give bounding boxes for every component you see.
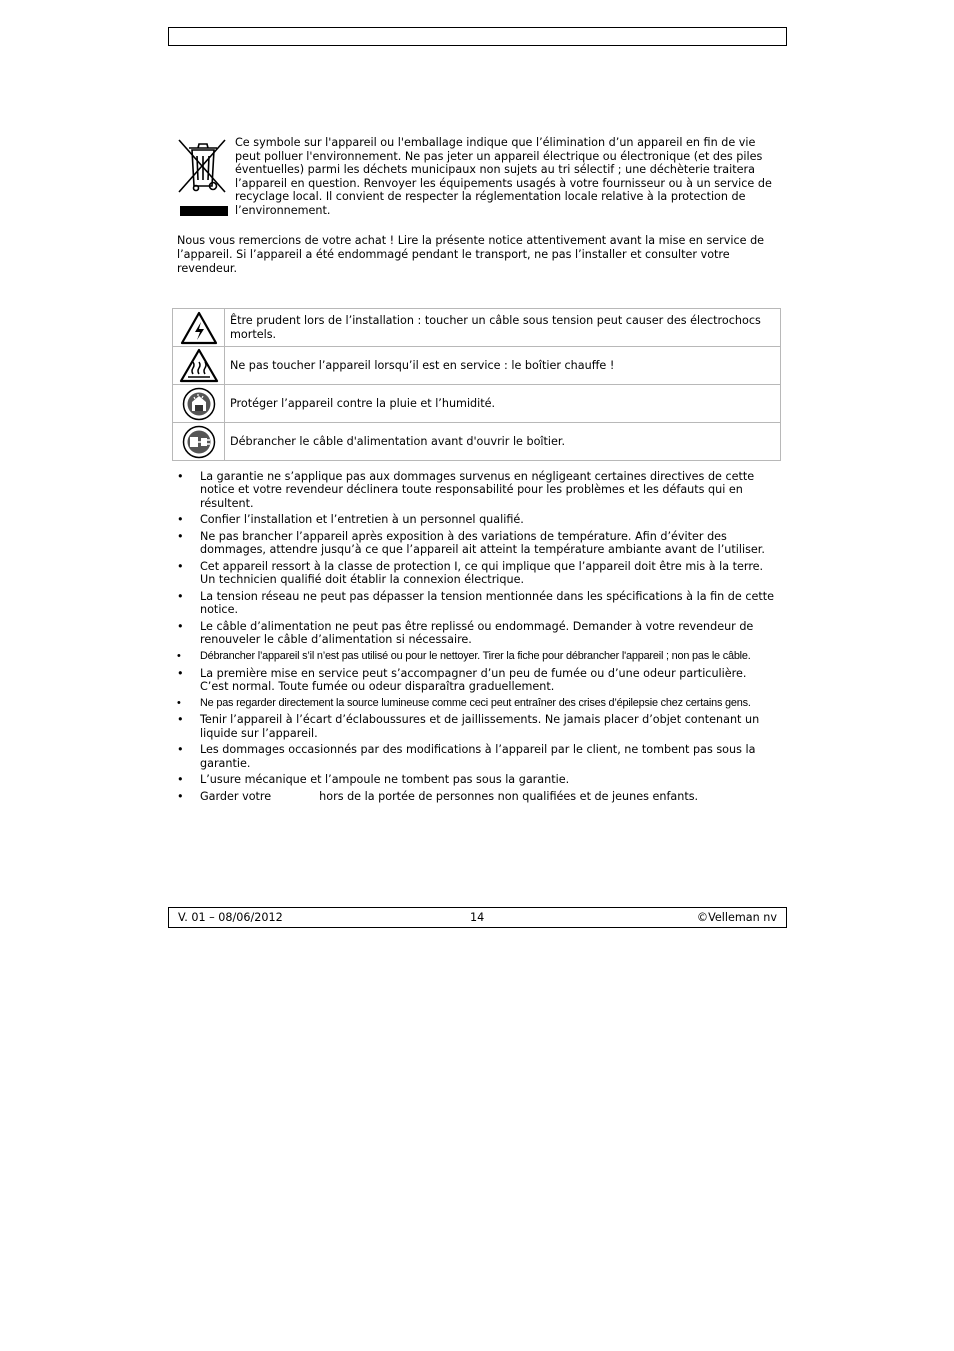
bullet-marker: • [177,530,184,543]
safety-instructions-list [177,470,777,806]
list-item: • Les dommages occasionnés par des modifications à l’appareil par le client, ne tombent pas sous la garantie. [177,743,756,770]
unplug-icon [182,425,216,459]
warning-row [173,385,781,423]
bullet-marker: • [177,513,184,527]
intro-paragraph: Nous vous remercions de votre achat ! Lire la présente notice attentivement avant la mise en service de l’appareil. Si l’appareil a été endommagé pendant le transport, ne pas l’installer et consulter votre revendeur. [177,234,765,275]
warning-text: Être prudent lors de l’installation : toucher un câble sous tension peut causer des électrochocs mortels. [225,309,781,347]
list-item: • Débrancher l’appareil s’il n’est pas utilisé ou pour le nettoyer. Tirer la fiche pour débrancher l'appareil ; non pas le câble. [177,650,751,662]
warning-text: Protéger l’appareil contre la pluie et l’humidité. [225,385,781,423]
bullet-marker: • [177,590,184,603]
indoor-use-icon [182,387,216,421]
list-item: • Ne pas brancher l’appareil après exposition à des variations de température. Afin d’éviter des dommages, attendre jusqu’à ce que l’appareil ait atteint la température ambiante avant de l’utiliser. [177,530,765,557]
footer-copyright: ©Velleman nv [696,911,777,924]
list-item: • L’usure mécanique et l’ampoule ne tombent pas sous la garantie. [177,773,570,787]
list-item: • Cet appareil ressort à la classe de protection I, ce qui implique que l’appareil doit être mis à la terre. Un technicien qualifié doit établir la connexion électrique. [177,560,764,587]
hot-surface-icon [179,348,219,383]
bullet-marker: • [177,773,184,787]
list-item: • Confier l’installation et l’entretien à un personnel qualifié. [177,513,524,527]
warning-text: Débrancher le câble d'alimentation avant d'ouvrir le boîtier. [225,423,781,461]
electric-shock-icon [180,311,218,345]
warning-row [173,347,781,385]
bullet-marker: • [177,666,184,680]
bullet-marker: • [177,696,181,709]
bullet-marker: • [177,560,184,573]
header-box [168,27,787,46]
warning-row [173,423,781,461]
bullet-marker: • [177,713,184,727]
list-item: • Le câble d’alimentation ne peut pas être replissé ou endommagé. Demander à votre revendeur de renouveler le câble d’alimentation si nécessaire. [177,620,754,647]
list-item: • La garantie ne s’applique pas aux dommages survenus en négligeant certaines directives de cette notice et votre revendeur déclinera toute responsabilité pour les problèmes et les défauts qui en résultent. [177,470,755,510]
safety-warning-table [172,308,781,461]
bullet-marker: • [177,620,184,633]
list-item: • Garder votre hors de la portée de personnes non qualifiées et de jeunes enfants. [177,789,699,803]
bullet-marker: • [177,743,184,757]
list-item: • La tension réseau ne peut pas dépasser la tension mentionnée dans les spécifications à la fin de cette notice. [177,590,775,617]
page-footer [168,907,787,928]
bullet-marker: • [177,470,184,483]
warning-row [173,309,781,347]
list-item: • Tenir l’appareil à l’écart d’éclaboussures et de jaillissements. Ne jamais placer d’objet contenant un liquide sur l’appareil. [177,713,760,740]
footer-version: V. 01 – 08/06/2012 [178,911,283,924]
bullet-marker: • [177,650,181,662]
warning-text: Ne pas toucher l’appareil lorsqu’il est en service : le boîtier chauffe ! [225,347,781,385]
weee-disposal-text: Ce symbole sur l'appareil ou l'emballage indique que l’élimination d’un appareil en fin de vie peut polluer l'environnement. Ne pas jeter un appareil électrique ou électronique (et des piles éventuelles) parmi les déchets municipaux non sujets au tri sélectif ; une déchèterie traitera l’appareil en question. Renvoyer les équipements usagés à votre fournisseur ou à un service de recyclage local. Il convient de respecter la réglementation locale relative à la protection de l’environnement. [235,136,772,217]
crossed-bin-icon [176,136,228,218]
footer-page-number: 14 [470,911,485,924]
list-item: • La première mise en service peut s’accompagner d’un peu de fumée ou d’une odeur particulière. C’est normal. Toute fumée ou odeur disparaîtra graduellement. [177,666,747,693]
list-item: • Ne pas regarder directement la source lumineuse comme ceci peut entraîner des crises d’épilepsie chez certains gens. [177,696,751,709]
bullet-marker: • [177,789,184,803]
